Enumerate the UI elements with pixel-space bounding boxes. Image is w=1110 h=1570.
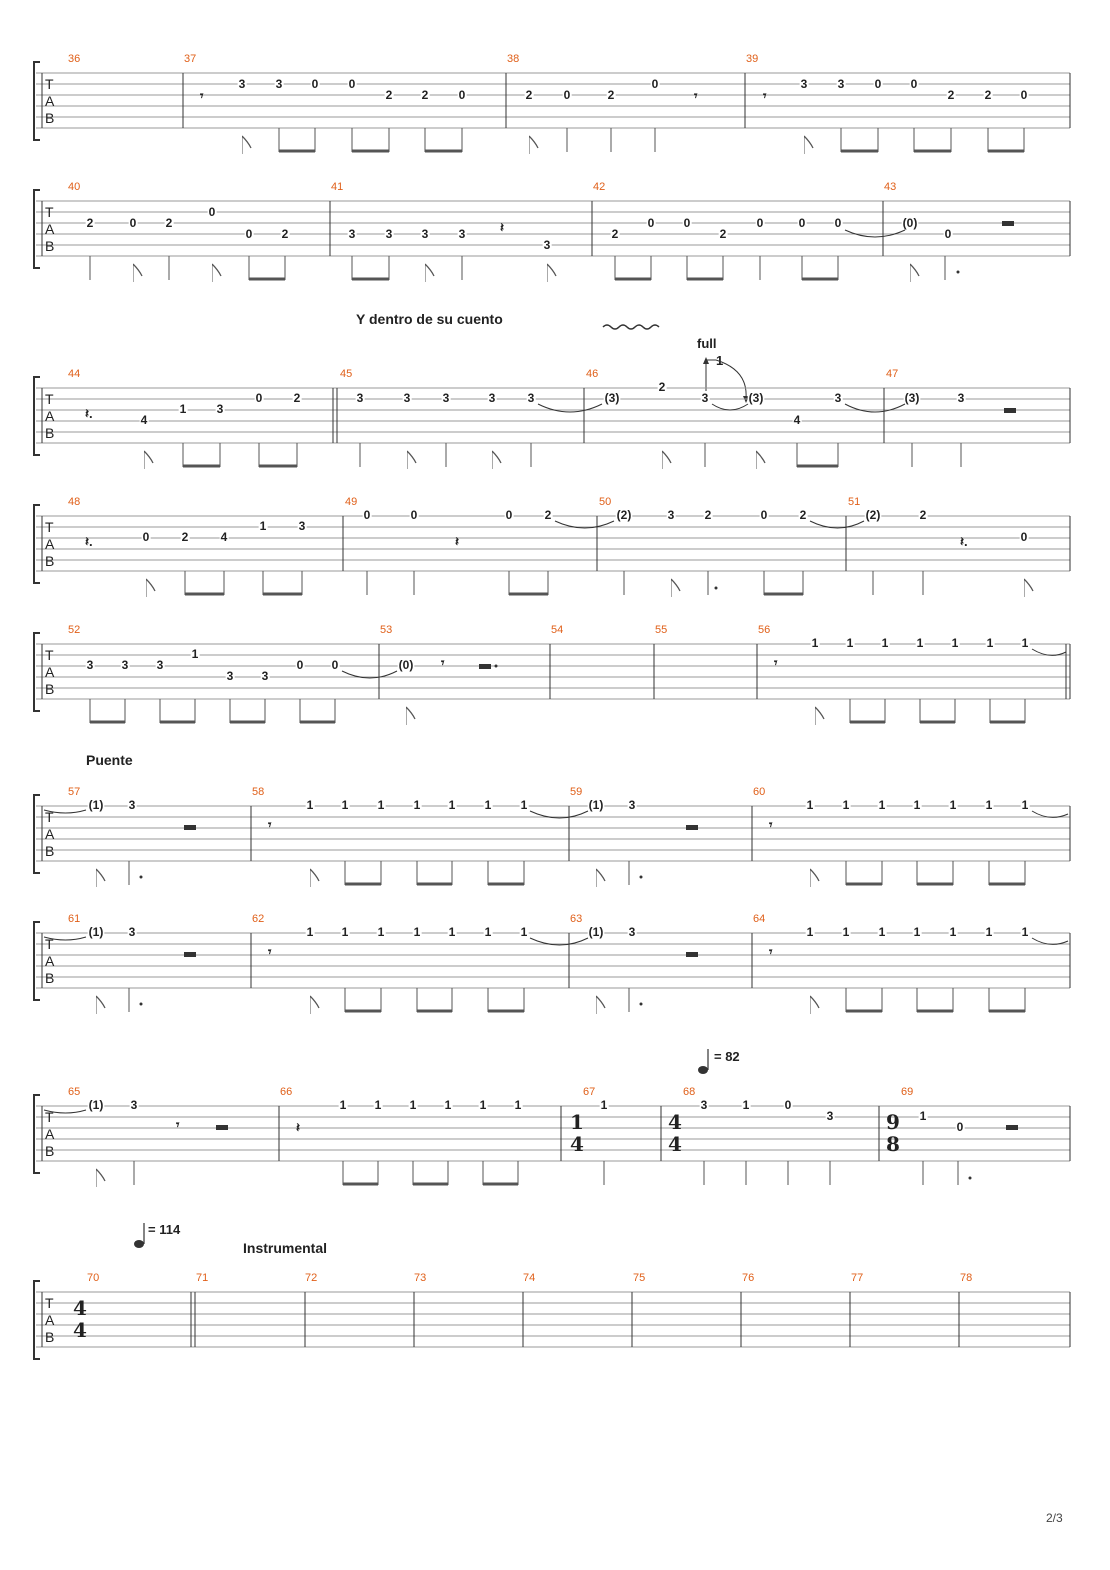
- measure-number: 65: [68, 1086, 81, 1098]
- measure-number: 57: [68, 786, 81, 798]
- tab-note: 0: [647, 216, 655, 230]
- tab-note: 1: [878, 925, 886, 939]
- tab-note: 1: [191, 647, 199, 661]
- tab-note: 1: [413, 798, 421, 812]
- tab-note: 2: [181, 530, 189, 544]
- tab-note: 2: [984, 88, 992, 102]
- measure-number: 67: [583, 1086, 596, 1098]
- tab-note: 1: [179, 402, 187, 416]
- tab-note: 3: [701, 391, 709, 405]
- staff-row-3: [34, 311, 1070, 469]
- tab-clef-t: T: [45, 391, 54, 407]
- bend-amount: 1: [716, 353, 724, 368]
- svg-text:𝄾: 𝄾: [769, 944, 773, 959]
- tab-note: (3): [748, 391, 764, 405]
- time-sig-top: 1: [570, 1110, 584, 1134]
- time-sig-top: 4: [668, 1110, 682, 1134]
- tab-note: 3: [837, 77, 845, 91]
- measure-number: 63: [570, 913, 583, 925]
- measure-number: 46: [586, 368, 599, 380]
- tab-note: 1: [881, 636, 889, 650]
- measure-number: 42: [593, 181, 606, 193]
- tab-note: 1: [842, 798, 850, 812]
- tab-clef-t: T: [45, 1109, 54, 1125]
- tab-note: 2: [86, 216, 94, 230]
- measure-number: 45: [340, 368, 353, 380]
- tab-note: 1: [1021, 925, 1029, 939]
- tab-note: 0: [1020, 530, 1028, 544]
- tab-clef-t: T: [45, 647, 54, 663]
- tab-note: (0): [902, 216, 918, 230]
- svg-text:𝄽.: 𝄽.: [960, 534, 968, 549]
- tab-clef-b: B: [45, 843, 55, 859]
- tab-note: 1: [842, 925, 850, 939]
- measure-number: 76: [742, 1272, 755, 1284]
- tab-note: 3: [226, 669, 234, 683]
- tab-clef-b: B: [45, 553, 55, 569]
- measure-number: 75: [633, 1272, 646, 1284]
- time-sig-bottom: 4: [73, 1318, 87, 1342]
- tab-note: (1): [88, 798, 104, 812]
- tab-note: 0: [651, 77, 659, 91]
- measure-number: 53: [380, 624, 393, 636]
- tab-note: 3: [275, 77, 283, 91]
- staff-row-4: [34, 496, 1070, 597]
- tab-note: 1: [846, 636, 854, 650]
- measure-number: 39: [746, 53, 759, 65]
- tab-note: 1: [306, 798, 314, 812]
- tab-note: (0): [398, 658, 414, 672]
- tab-note: 0: [348, 77, 356, 91]
- measure-number: 66: [280, 1086, 293, 1098]
- tab-note: 1: [985, 798, 993, 812]
- time-sig-bottom: 8: [886, 1132, 900, 1156]
- tab-note: 1: [806, 798, 814, 812]
- time-sig-bottom: 4: [668, 1132, 682, 1156]
- time-sig-top: 9: [886, 1110, 900, 1134]
- tab-note: 1: [374, 1098, 382, 1112]
- measure-number: 61: [68, 913, 81, 925]
- tab-note: 1: [916, 636, 924, 650]
- tempo-marking-82: [698, 1049, 740, 1074]
- tab-note: 3: [261, 669, 269, 683]
- tab-note: 0: [683, 216, 691, 230]
- tab-note: 2: [385, 88, 393, 102]
- measure-number: 49: [345, 496, 358, 508]
- tab-clef-b: B: [45, 425, 55, 441]
- measure-number: 64: [753, 913, 766, 925]
- svg-text:𝄽: 𝄽: [296, 1120, 300, 1135]
- tab-note: 0: [756, 216, 764, 230]
- tab-note: 1: [913, 798, 921, 812]
- tab-note: 1: [520, 925, 528, 939]
- tab-note: (1): [88, 1098, 104, 1112]
- tab-note: (2): [616, 508, 632, 522]
- tab-note: 3: [128, 798, 136, 812]
- staff-row-9: [34, 1222, 1070, 1359]
- tab-note: 2: [658, 380, 666, 394]
- tab-clef-b: B: [45, 238, 55, 254]
- tab-note: 2: [947, 88, 955, 102]
- tab-note: (1): [588, 925, 604, 939]
- tab-note: 0: [798, 216, 806, 230]
- tab-note: 1: [951, 636, 959, 650]
- tab-note: 3: [216, 402, 224, 416]
- tab-clef-a: A: [45, 408, 55, 424]
- tab-note: 0: [956, 1120, 964, 1134]
- bend-label: full: [697, 336, 717, 351]
- section-label-instrumental: Instrumental: [243, 1240, 328, 1256]
- tab-note: 0: [563, 88, 571, 102]
- tab-note: 2: [799, 508, 807, 522]
- tab-note: 0: [410, 508, 418, 522]
- svg-text:= 82: = 82: [714, 1049, 740, 1064]
- tab-note: 3: [385, 227, 393, 241]
- measure-number: 70: [87, 1272, 100, 1284]
- measure-number: 56: [758, 624, 771, 636]
- tab-note: 2: [544, 508, 552, 522]
- tab-note: 3: [667, 508, 675, 522]
- section-label-puente: Puente: [86, 752, 133, 768]
- tempo-marking-114: [134, 1222, 181, 1248]
- tab-clef-b: B: [45, 1329, 55, 1345]
- tab-note: 3: [800, 77, 808, 91]
- measure-number: 54: [551, 624, 564, 636]
- page-number: 2/3: [1046, 1511, 1063, 1525]
- tab-note: 2: [293, 391, 301, 405]
- tab-note: 1: [1021, 636, 1029, 650]
- measure-number: 78: [960, 1272, 973, 1284]
- tab-clef-b: B: [45, 681, 55, 697]
- tab-note: 1: [1021, 798, 1029, 812]
- measure-number: 47: [886, 368, 899, 380]
- tab-clef-a: A: [45, 826, 55, 842]
- tab-note: 2: [704, 508, 712, 522]
- tab-note: (1): [88, 925, 104, 939]
- measure-number: 50: [599, 496, 612, 508]
- tab-note: 0: [834, 216, 842, 230]
- svg-text:𝄾: 𝄾: [694, 88, 698, 103]
- tab-clef-t: T: [45, 519, 54, 535]
- tab-note: 0: [874, 77, 882, 91]
- tab-note: 0: [910, 77, 918, 91]
- measure-number: 51: [848, 496, 861, 508]
- tab-note: 1: [913, 925, 921, 939]
- tab-note: 2: [165, 216, 173, 230]
- tab-clef-t: T: [45, 76, 54, 92]
- lyric-annotation: Y dentro de su cuento: [356, 311, 503, 327]
- measure-number: 74: [523, 1272, 536, 1284]
- tab-note: 1: [341, 925, 349, 939]
- tab-note: 1: [806, 925, 814, 939]
- measure-number: 36: [68, 53, 81, 65]
- tab-note: 1: [949, 925, 957, 939]
- tab-note: 3: [238, 77, 246, 91]
- tab-note: 0: [458, 88, 466, 102]
- tab-note: 2: [525, 88, 533, 102]
- tab-clef-a: A: [45, 1312, 55, 1328]
- time-sig-bottom: 4: [570, 1132, 584, 1156]
- tab-note: 1: [949, 798, 957, 812]
- staff-row-2: [34, 181, 1070, 282]
- tab-note: 1: [409, 1098, 417, 1112]
- vibrato-mark: [603, 325, 659, 329]
- tab-note: 0: [245, 227, 253, 241]
- svg-text:𝄾: 𝄾: [268, 817, 272, 832]
- tab-note: 1: [514, 1098, 522, 1112]
- tab-note: 0: [331, 658, 339, 672]
- measure-number: 40: [68, 181, 81, 193]
- tab-note: 2: [611, 227, 619, 241]
- svg-text:𝄾: 𝄾: [268, 944, 272, 959]
- tab-note: 2: [281, 227, 289, 241]
- tab-note: 1: [448, 925, 456, 939]
- tab-note: 4: [793, 413, 801, 427]
- tab-clef-a: A: [45, 953, 55, 969]
- measure-number: 41: [331, 181, 344, 193]
- tab-note: 0: [1020, 88, 1028, 102]
- measure-number: 55: [655, 624, 668, 636]
- tab-note: 0: [505, 508, 513, 522]
- tab-note: 2: [607, 88, 615, 102]
- tab-note: 3: [356, 391, 364, 405]
- tab-note: 3: [121, 658, 129, 672]
- tab-note: 3: [348, 227, 356, 241]
- tab-note: 3: [156, 658, 164, 672]
- tab-note: (2): [865, 508, 881, 522]
- tab-note: 1: [878, 798, 886, 812]
- time-sig-top: 4: [73, 1296, 87, 1320]
- svg-text:𝄽.: 𝄽.: [85, 534, 93, 549]
- tab-note: 1: [600, 1098, 608, 1112]
- tab-note: 3: [128, 925, 136, 939]
- tab-clef-b: B: [45, 970, 55, 986]
- tab-clef-a: A: [45, 536, 55, 552]
- tab-note: 3: [957, 391, 965, 405]
- measure-number: 77: [851, 1272, 864, 1284]
- svg-text:𝄾: 𝄾: [763, 88, 767, 103]
- tab-note: 0: [944, 227, 952, 241]
- tab-note: 1: [484, 925, 492, 939]
- tab-note: 1: [413, 925, 421, 939]
- tab-note: (3): [604, 391, 620, 405]
- tab-note: 3: [488, 391, 496, 405]
- tab-note: 1: [341, 798, 349, 812]
- tab-clef-b: B: [45, 1143, 55, 1159]
- tab-note: 3: [700, 1098, 708, 1112]
- tab-clef-a: A: [45, 1126, 55, 1142]
- tab-clef-a: A: [45, 93, 55, 109]
- staff-row-8: [34, 1049, 1070, 1187]
- tab-note: 3: [130, 1098, 138, 1112]
- svg-text:𝄾: 𝄾: [441, 655, 445, 670]
- tab-note: 0: [129, 216, 137, 230]
- tab-note: 1: [479, 1098, 487, 1112]
- svg-text:𝄽: 𝄽: [500, 220, 504, 235]
- tab-note: 0: [255, 391, 263, 405]
- svg-text:𝄾: 𝄾: [774, 655, 778, 670]
- tab-note: 0: [142, 530, 150, 544]
- staff-row-6: [34, 752, 1070, 887]
- tab-note: 0: [296, 658, 304, 672]
- measure-number: 62: [252, 913, 265, 925]
- tab-note: 1: [986, 636, 994, 650]
- tab-note: 1: [377, 798, 385, 812]
- tab-note: 0: [311, 77, 319, 91]
- tab-note: 0: [363, 508, 371, 522]
- svg-text:𝄽: 𝄽: [455, 534, 459, 549]
- tab-clef-a: A: [45, 664, 55, 680]
- tab-note: 3: [458, 227, 466, 241]
- tab-note: 3: [403, 391, 411, 405]
- tab-note: 1: [520, 798, 528, 812]
- staff-row-1: [34, 53, 1070, 154]
- tab-note: 1: [919, 1109, 927, 1123]
- tab-note: 2: [919, 508, 927, 522]
- tab-note: (3): [904, 391, 920, 405]
- measure-number: 69: [901, 1086, 914, 1098]
- svg-text:𝄾: 𝄾: [176, 1117, 180, 1132]
- tab-note: 1: [448, 798, 456, 812]
- measure-number: 48: [68, 496, 81, 508]
- measure-number: 59: [570, 786, 583, 798]
- tab-note: 3: [834, 391, 842, 405]
- tab-note: 4: [220, 530, 228, 544]
- bend-arrow: [706, 360, 746, 398]
- svg-text:= 114: = 114: [148, 1222, 181, 1237]
- tab-note: 3: [442, 391, 450, 405]
- tab-clef-a: A: [45, 221, 55, 237]
- measure-number: 44: [68, 368, 81, 380]
- tab-clef-b: B: [45, 110, 55, 126]
- tab-note: 3: [628, 925, 636, 939]
- tab-note: 4: [140, 413, 148, 427]
- tab-note: 3: [527, 391, 535, 405]
- tab-note: 1: [339, 1098, 347, 1112]
- svg-text:𝄾: 𝄾: [769, 817, 773, 832]
- tab-note: 2: [719, 227, 727, 241]
- tab-note: 1: [259, 519, 267, 533]
- tab-note: 0: [208, 205, 216, 219]
- tab-note: 1: [306, 925, 314, 939]
- tab-note: 2: [421, 88, 429, 102]
- tab-note: 3: [86, 658, 94, 672]
- measure-number: 60: [753, 786, 766, 798]
- measure-number: 72: [305, 1272, 318, 1284]
- measure-number: 52: [68, 624, 81, 636]
- measure-number: 73: [414, 1272, 427, 1284]
- tab-note: 1: [811, 636, 819, 650]
- tab-note: 1: [985, 925, 993, 939]
- tab-note: 0: [760, 508, 768, 522]
- tab-note: 1: [742, 1098, 750, 1112]
- tab-clef-t: T: [45, 936, 54, 952]
- tab-note: 3: [826, 1109, 834, 1123]
- tab-note: 3: [628, 798, 636, 812]
- tab-note: 1: [444, 1098, 452, 1112]
- tab-clef-t: T: [45, 809, 54, 825]
- measure-number: 58: [252, 786, 265, 798]
- staff-row-7: [34, 913, 1070, 1014]
- tab-note: 3: [543, 238, 551, 252]
- measure-number: 37: [184, 53, 197, 65]
- measure-number: 38: [507, 53, 520, 65]
- tab-note: 1: [484, 798, 492, 812]
- tab-note: (1): [588, 798, 604, 812]
- measure-number: 71: [196, 1272, 209, 1284]
- tab-note: 0: [784, 1098, 792, 1112]
- measure-number: 43: [884, 181, 897, 193]
- tab-note: 1: [377, 925, 385, 939]
- measure-number: 68: [683, 1086, 696, 1098]
- tab-note: 3: [421, 227, 429, 241]
- tab-clef-t: T: [45, 1295, 54, 1311]
- svg-text:𝄾: 𝄾: [200, 88, 204, 103]
- tab-note: 3: [298, 519, 306, 533]
- tab-clef-t: T: [45, 204, 54, 220]
- svg-text:𝄽.: 𝄽.: [85, 406, 93, 421]
- staff-row-5: [34, 624, 1070, 725]
